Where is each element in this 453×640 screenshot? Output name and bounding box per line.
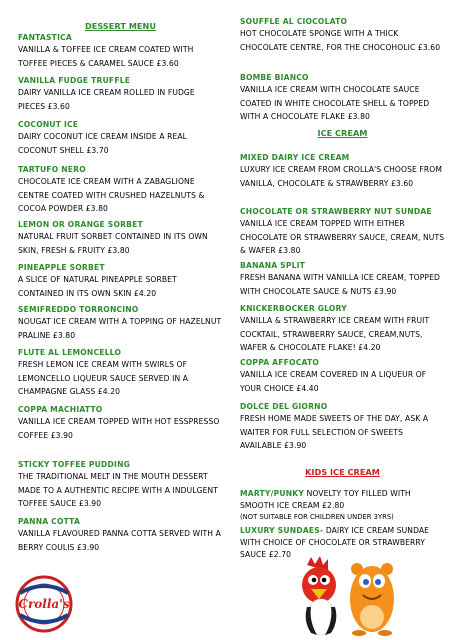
item-name: DOLCE DEL GIORNO [240, 402, 328, 411]
item-name: CHOCOLATE OR STRAWBERRY NUT SUNDAE [240, 207, 432, 216]
item-desc: VANILLA ICE CREAM COVERED IN A LIQUEUR OF YOUR CHOICE £4.40 [240, 370, 427, 393]
item-name: COPPA AFFOCATO [240, 358, 319, 367]
menu-item [18, 220, 223, 257]
menu-item [18, 405, 223, 442]
item-note: (NOT SUITABLE FOR CHILDREN UNDER 3YRS) [240, 513, 394, 521]
item-name: FLUTE AL LEMONCELLO [18, 348, 122, 357]
menu-item [240, 402, 445, 453]
crolla-logo [15, 575, 73, 633]
item-desc: DAIRY VANILLA ICE CREAM ROLLED IN FUDGE PIECES £3.60 [18, 88, 195, 111]
item-name: FANTASTICA [18, 33, 72, 42]
item-name: SEMIFREDDO TORRONCINO [18, 305, 139, 314]
item-name: COCONUT ICE [18, 120, 79, 129]
item-name: PINEAPPLE SORBET [18, 263, 105, 272]
punky-mascot-icon [302, 556, 336, 635]
menu-item [18, 76, 223, 113]
item-desc: VANILLA ICE CREAM TOPPED WITH EITHER CHOCOLATE OR STRAWBERRY SAUCE, CREAM, NUTS & WAFER £3.80 [240, 219, 445, 255]
mascot-toys-image [295, 555, 405, 637]
item-desc: NOUGAT ICE CREAM WITH A TOPPING OF HAZELNUT PRALINE £3.80 [18, 317, 222, 340]
item-name: LUXURY SUNDAES- [240, 526, 324, 535]
menu-item [240, 73, 445, 124]
menu-item [240, 304, 445, 355]
item-name: STICKY TOFFEE PUDDING [18, 460, 131, 469]
item-name: TARTUFO NERO [18, 165, 86, 174]
item-name: MARTY/PUNKY [240, 489, 305, 498]
logo-text: Crolla's [18, 597, 70, 611]
item-name: PANNA COTTA [18, 517, 81, 526]
item-name: SOUFFLE AL CIOCOLATO [240, 17, 348, 26]
item-name: MIXED DAIRY ICE CREAM [240, 153, 350, 162]
kids-ice-cream-title: KIDS ICE CREAM [305, 467, 380, 477]
menu-item [240, 358, 445, 395]
menu-item [240, 261, 445, 298]
marty-mascot-icon [350, 563, 394, 636]
menu-item [18, 165, 223, 216]
menu-item [18, 517, 223, 554]
item-name: VANILLA FUDGE TRUFFLE [18, 76, 131, 85]
item-name: BOMBE BIANCO [240, 73, 309, 82]
item-desc: VANILLA FLAVOURED PANNA COTTA SERVED WITH A BERRY COULIS £3.90 [18, 529, 221, 552]
menu-item [18, 33, 223, 70]
item-name: COPPA MACHIATTO [18, 405, 103, 414]
ice-cream-title: ICE CREAM [317, 128, 368, 138]
item-desc: NATURAL FRUIT SORBET CONTAINED IN ITS OWN SKIN, FRESH & FRUITY £3.80 [18, 232, 208, 255]
item-desc: FRESH BANANA WITH VANILLA ICE CREAM, TOPPED WITH CHOCOLATE SAUCE & NUTS £3.90 [240, 273, 440, 296]
item-desc: CHOCOLATE ICE CREAM WITH A ZABAGLIONE CENTRE COATED WITH CRUSHED HAZELNUTS & COCOA POWDER £3.80 [18, 177, 205, 213]
menu-item [18, 460, 223, 511]
dessert-menu-title: DESSERT MENU [84, 21, 157, 31]
item-desc: LUXURY ICE CREAM FROM CROLLA'S CHOOSE FROM VANILLA, CHOCOLATE & STRAWBERRY £3.60 [240, 165, 442, 188]
menu-item [18, 120, 223, 157]
menu-item [240, 153, 445, 190]
menu-item [240, 488, 445, 522]
menu-item [240, 207, 445, 258]
item-desc: HOT CHOCOLATE SPONGE WITH A THICK CHOCOLATE CENTRE, FOR THE CHOCOHOLIC £3.60 [240, 29, 441, 52]
item-desc: FRESH LEMON ICE CREAM WITH SWIRLS OF LEMONCELLO LIQUEUR SAUCE SERVED IN A CHAMPAGNE GLASS £4.20 [18, 360, 189, 396]
item-desc: VANILLA & TOFFEE ICE CREAM COATED WITH TOFFEE PIECES & CARAMEL SAUCE £3.60 [18, 45, 194, 68]
item-desc: THE TRADITIONAL MELT IN THE MOUTH DESSERT MADE TO A AUTHENTIC RECIPE WITH A INDULGENT TOFFEE SAUCE £3.90 [18, 472, 219, 508]
kids-item [240, 488, 445, 512]
item-desc: VANILLA & STRAWBERRY ICE CREAM WITH FRUIT COCKTAIL, STRAWBERRY SAUCE, CREAM,NUTS, WAFER & CHOCOLATE FLAKE! £4.20 [240, 316, 430, 352]
item-desc: NOVELTY TOY FILLED WITH SMOOTH ICE CREAM £2.80 [240, 489, 411, 510]
item-desc: A SLICE OF NATURAL PINEAPPLE SORBET CONTAINED IN ITS OWN SKIN £4.20 [18, 275, 177, 298]
item-desc: VANILLA ICE CREAM TOPPED WITH HOT ESSPRESSO COFFEE £3.90 [18, 417, 220, 440]
item-name: KNICKERBOCKER GLORY [240, 304, 347, 313]
item-desc: DAIRY COCONUT ICE CREAM INSIDE A REAL COCONUT SHELL £3.70 [18, 132, 187, 155]
menu-item [18, 263, 223, 300]
menu-item [240, 17, 445, 54]
item-desc: DAIRY ICE CREAM SUNDAE WITH CHOICE OF CHOCOLATE OR STRAWBERRY SAUCE £2.70 [240, 526, 430, 559]
item-name: LEMON OR ORANGE SORBET [18, 220, 143, 229]
item-desc: FRESH HOME MADE SWEETS OF THE DAY, ASK A WAITER FOR FULL SELECTION OF SWEETS AVAILABLE £3.90 [240, 414, 429, 450]
menu-item [18, 305, 223, 342]
item-desc: VANILLA ICE CREAM WITH CHOCOLATE SAUCE COATED IN WHITE CHOCOLATE SHELL & TOPPED WITH A CHOCOLATE FLAKE £3.80 [240, 85, 430, 121]
menu-item [18, 348, 223, 399]
item-name: BANANA SPLIT [240, 261, 306, 270]
